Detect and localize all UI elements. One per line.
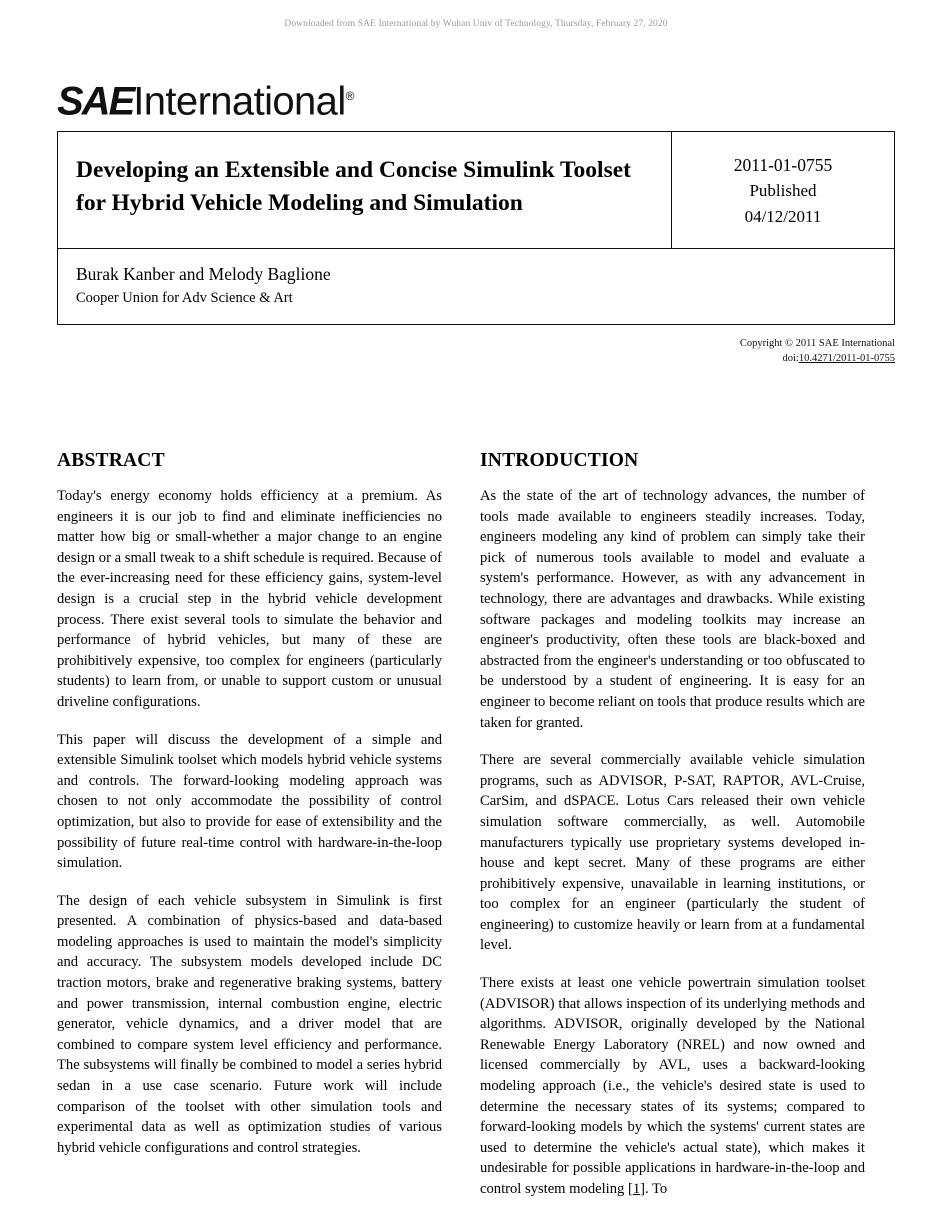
doi-label: doi:	[782, 353, 799, 364]
body-columns	[57, 450, 895, 1217]
published-date: 04/12/2011	[744, 207, 822, 226]
introduction-paragraph-3	[480, 973, 865, 1200]
intro-text-before-reference: There exists at least one vehicle powertrain simulation toolset (ADVISOR) that allows inspection of its underlying methods and algorithms. ADVISOR, originally developed by the National Renewable Energy Laboratory (NREL) and now owned and licensed commercially by AVL, uses a backward-looking modeling approach (i.e., the vehicle's desired state is used to determine the necessary states of its systems; compared to forward-looking models by which the systems' current states are used to determine the vehicle's actual state), which makes it undesirable for possible applications in hardware-in-the-loop and control system modeling	[480, 975, 865, 1197]
logo-sae-text: SAE	[57, 79, 134, 123]
abstract-paragraph-1: Today's energy economy holds efficiency at a premium. As engineers it is our job to find and eliminate inefficiencies no matter how big or small-whether a major change to an engine design or a small tweak to a shift schedule is required. Because of the ever-increasing need for these efficiency gains, system-level design is a crucial step in the hybrid vehicle development process. There exist several tools to simulate the behavior and performance of hybrid vehicles, but many of these are prohibitively expensive, too complex for engineers (particularly students) to learn from, or unable to support custom or unusual driveline configurations.	[57, 488, 442, 710]
authors: Burak Kanber and Melody Baglione	[76, 264, 331, 284]
doi-line	[57, 351, 895, 366]
reference-link-1[interactable]: 1	[632, 1181, 641, 1197]
abstract-paragraph-2: This paper will discuss the development of a simple and extensible Simulink toolset which models hybrid vehicle systems and controls. The forward-looking modeling approach was chosen to not only accommodate the possibility of control optimization, but also to provide for ease of extensibility and the possibility of future real-time control with hardware-in-the-loop simulation.	[57, 731, 442, 872]
reference-bracket-open: [	[627, 1181, 633, 1197]
logo-international-text: International	[133, 79, 346, 123]
published-label: Published	[749, 181, 817, 200]
publication-info	[672, 132, 894, 248]
introduction-column	[480, 450, 865, 1217]
authors-row	[58, 248, 894, 324]
abstract-heading: ABSTRACT	[57, 450, 165, 471]
introduction-paragraph-1: As the state of the art of technology advances, the number of tools made available to engineers steadily increases. Today, engineers modeling any kind of problem can simply take their pick of numerous tools available to model and evaluate a system's performance. However, as with any advancement in technology, there are advantages and drawbacks. While existing software packages and modeling toolkits may increase an engineer's productivity, often these tools are black-boxed and abstracted from the engineer's understanding or too obfuscated to be understood by a student of engineering. It is easy for an engineer to become reliant on tools that produce results which are taken for granted.	[480, 488, 865, 731]
reference-bracket-close: ]	[640, 1181, 645, 1197]
doi-link[interactable]: 10.4271/2011-01-0755	[798, 353, 895, 364]
introduction-paragraph-2: There are several commercially available vehicle simulation programs, such as ADVISOR, P-SAT, RAPTOR, AVL-Cruise, CarSim, and dSPACE. Lotus Cars released their own vehicle simulation software commercially, as well. Automobile manufacturers typically use proprietary systems developed in-house and kept secret. Many of these programs are either prohibitively expensive, unavailable in learning institutions, or too complex for an engineer (particularly the student of engineering) to customize heavily or learn from at a fundamental level.	[480, 752, 865, 954]
abstract-column	[57, 450, 442, 1217]
paper-header-box	[57, 131, 895, 325]
abstract-paragraph-3: The design of each vehicle subsystem in Simulink is first presented. A combination of physics-based and data-based modeling approaches is used to maintain the model's simplicity and accuracy. The subsystem models developed include DC traction motors, brake and regenerative braking systems, battery and power transmission, internal combustion engine, electric generator, vehicle dynamics, and a driver model that are combined to compare system level efficiency and performance. The subsystems will finally be combined to model a series hybrid sedan in a use case scenario. Future work will include comparison of the toolset with other simulation tools and experimental data as well as optimization studies of various hybrid vehicle configurations and control strategies.	[57, 892, 442, 1156]
sae-logo	[57, 75, 895, 121]
download-notice: Downloaded from SAE International by Wuhan Univ of Technology, Thursday, February 27, 2020	[284, 19, 668, 29]
page-title: Developing an Extensible and Concise Simulink Toolset for Hybrid Vehicle Modeling and Simulation	[76, 157, 631, 216]
copyright-text: Copyright © 2011 SAE International	[739, 338, 895, 349]
copyright-block	[57, 336, 895, 366]
registered-trademark-icon: ®	[345, 88, 355, 103]
introduction-heading: INTRODUCTION	[480, 450, 639, 471]
title-row	[58, 132, 894, 248]
affiliation: Cooper Union for Adv Science & Art	[76, 290, 293, 306]
paper-number: 2011-01-0755	[733, 155, 833, 175]
intro-text-after-reference: . To	[645, 1181, 668, 1197]
title-cell	[58, 132, 672, 248]
